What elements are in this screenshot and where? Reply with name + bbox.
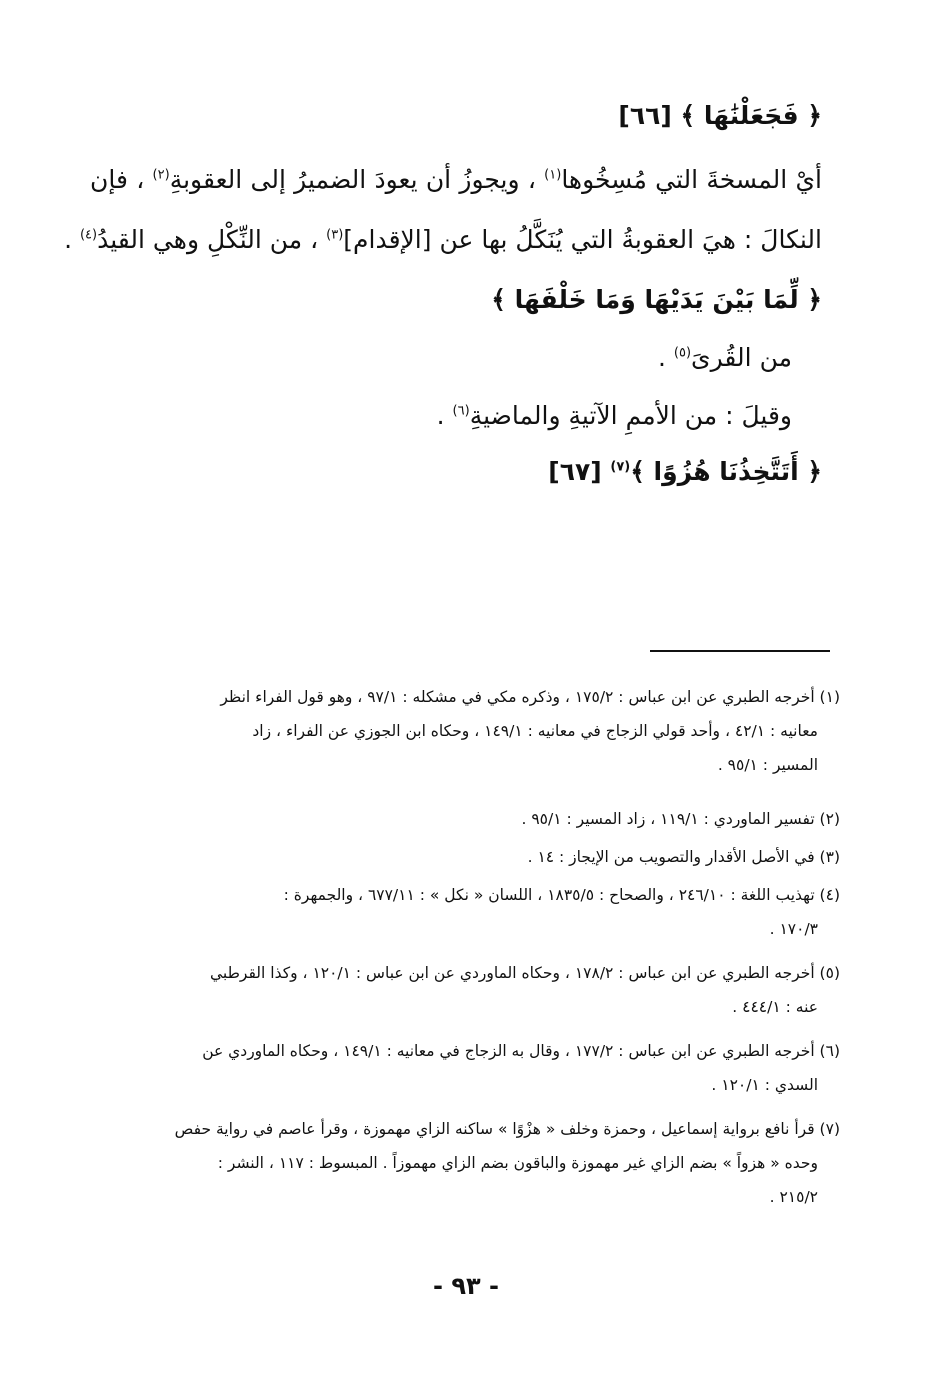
footnote-3: (٣) في الأصل الأقدار والتصويب من الإيجاز : ١٤ . xyxy=(527,848,840,866)
footnote-ref[interactable]: (٥) xyxy=(673,345,692,361)
footnote-1: (١) أخرجه الطبري عن ابن عباس : ١٧٥/٢ ، وذكره مكي في مشكله : ٩٧/١ ، وهو قول الفراء انظر معانيه : ٤٢/١ ، وأحد قولي الزجاج في معانيه : ١٤٩/١ ، وحكاه ابن الجوزي عن الفراء ، زاد المسير : ٩٥/١ . xyxy=(220,688,840,774)
commentary-line: من القُرىَ$^{(٥)}$ . xyxy=(658,343,792,372)
footnote-ref[interactable]: (٤) xyxy=(79,227,98,243)
footnote-4: (٤) تهذيب اللغة : ٢٤٦/١٠ ، والصحاح : ١٨٣٥/٥ ، اللسان « نكل » : ٦٧٧/١١ ، والجمهرة : ١٧٠/٣ . xyxy=(283,886,840,938)
commentary-line: النكالَ : هيَ العقوبةُ التي يُنَكَّلُ بها عن [الإقدام]$^{(٣)}$ ، من النِّكْلِ وهي القيدُ$^{(٤)}$ . xyxy=(64,225,822,254)
page-number: - ٩٣ - xyxy=(433,1272,499,1300)
footnote-ref[interactable]: (١) xyxy=(544,167,562,183)
verse-heading-67: ﴿ أَتَتَّخِذُنَا هُزُوًا ﴾$^{(٧)}$ [٦٧] xyxy=(548,457,822,486)
footnote-6: (٦) أخرجه الطبري عن ابن عباس : ١٧٧/٢ ، وقال به الزجاج في معانيه : ١٤٩/١ ، وحكاه الماوردي عن السدي : ١٢٠/١ . xyxy=(202,1042,840,1094)
footnote-ref[interactable]: (٧) xyxy=(610,459,631,475)
verse-heading-66: ﴿ فَجَعَلْنَٰهَا ﴾ [٦٦] xyxy=(618,101,822,130)
footnote-2: (٢) تفسير الماوردي : ١١٩/١ ، زاد المسير : ٩٥/١ . xyxy=(521,810,840,828)
footnote-ref[interactable]: (٣) xyxy=(326,227,344,243)
footnote-ref[interactable]: (٢) xyxy=(152,167,170,183)
footnote-ref[interactable]: (٦) xyxy=(452,403,470,419)
commentary-line: أيْ المسخةَ التي مُسِخُوها$^{(١)}$ ، ويجوزُ أن يعودَ الضميرُ إلى العقوبةِ$^{(٢)}$ ، فإن xyxy=(90,165,822,194)
footnote-5: (٥) أخرجه الطبري عن ابن عباس : ١٧٨/٢ ، وحكاه الماوردي عن ابن عباس : ١٢٠/١ ، وكذا القرطبي عنه : ٤٤٤/١ . xyxy=(209,964,840,1016)
footnote-7: (٧) قرأ نافع برواية إسماعيل ، وحمزة وخلف « هزْوًا » ساكنه الزاي مهموزة ، وقرأ عاصم في رواية حفص وحده « هزواً » بضم الزاي غير مهموزة والباقون بضم الزاي مهموزاً . المبسوط : ١١٧ ، النشر : ٢١٥/٢ . xyxy=(174,1120,840,1206)
commentary-line: وقيلَ : من الأممِ الآتيةِ والماضيةِ$^{(٦)}$ . xyxy=(436,401,792,430)
verse-fragment: ﴿ لِّمَا بَيْنَ يَدَيْهَا وَمَا خَلْفَهَا ﴾ xyxy=(491,285,822,314)
footnote-separator xyxy=(650,650,830,652)
